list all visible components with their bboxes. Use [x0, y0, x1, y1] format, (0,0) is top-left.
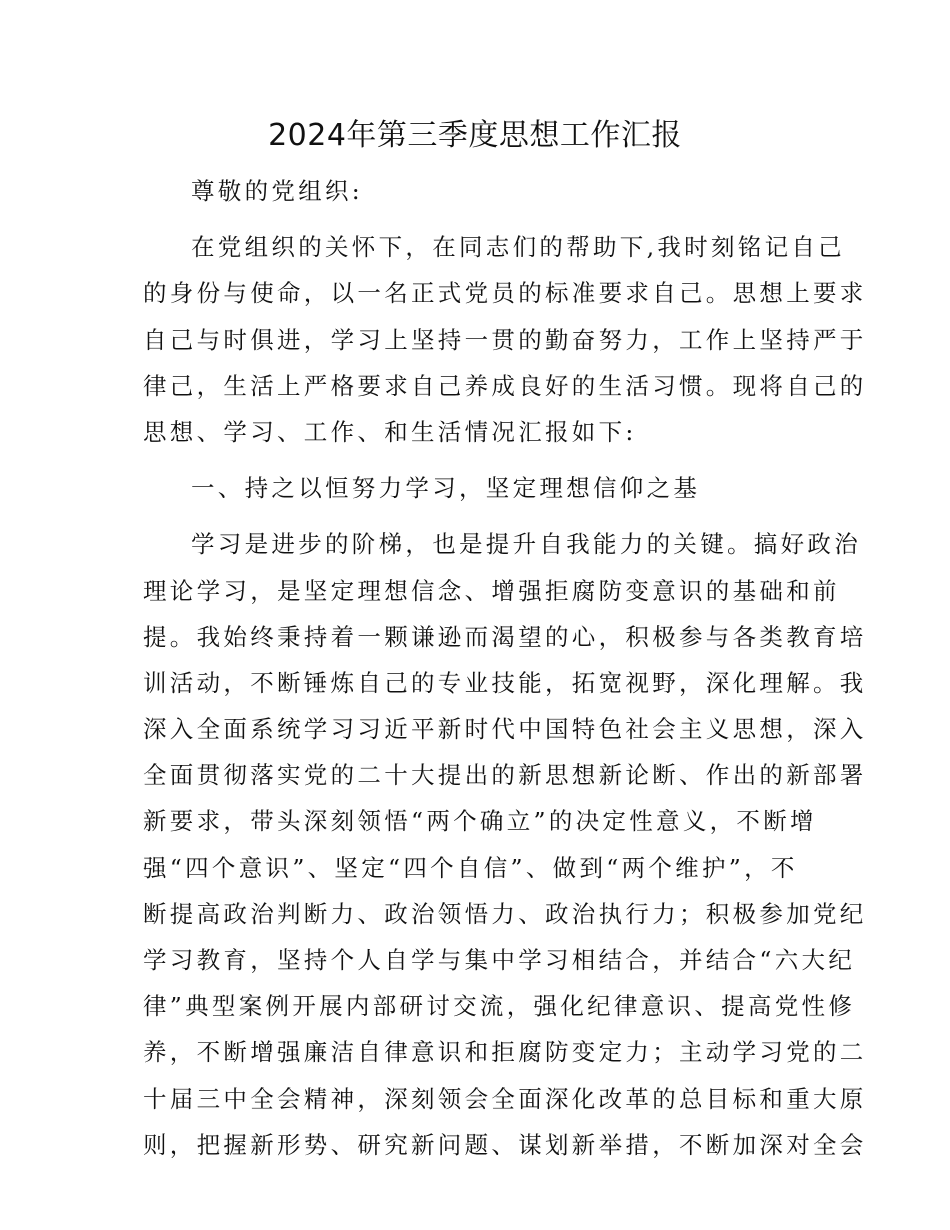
paragraph-line: 强“四个意识”、坚定“四个自信”、做到“两个维护”，不	[143, 853, 798, 882]
paragraph-line: 学习教育，坚持个人自学与集中学习相结合，并结合“六大纪	[143, 946, 856, 974]
document-body	[143, 168, 867, 1168]
paragraph-line: 律”典型案例开展内部研讨交流，强化纪律意识、提高党性修	[143, 992, 856, 1021]
paragraph-line: 自己与时俱进，学习上坚持一贯的勤奋努力，工作上坚持严于	[143, 325, 867, 354]
document-title: 2024年第三季度思想工作汇报	[268, 118, 682, 153]
intro-paragraph	[143, 224, 867, 455]
salutation: 尊敬的党组织:	[191, 177, 364, 205]
section-heading: 一、持之以恒努力学习，坚定理想信仰之基	[191, 474, 701, 503]
paragraph-line: 十届三中全会精神，深刻领会全面深化改革的总目标和重大原	[143, 1084, 867, 1113]
paragraph-line: 训活动，不断锤炼自己的专业技能，拓宽视野，深化理解。我	[143, 668, 867, 697]
paragraph-line: 在党组织的关怀下，在同志们的帮助下,我时刻铭记自己	[191, 233, 845, 262]
paragraph-line: 全面贯彻落实党的二十大提出的新思想新论断、作出的新部署	[143, 761, 867, 790]
section-paragraph	[143, 521, 867, 1168]
paragraph-line: 则，把握新形势、研究新问题、谋划新举措，不断加深对全会	[143, 1130, 867, 1159]
paragraph-line: 思想、学习、工作、和生活情况汇报如下:	[143, 417, 637, 446]
paragraph-line: 深入全面系统学习习近平新时代中国特色社会主义思想，深入	[143, 715, 867, 744]
paragraph-line: 新要求，带头深刻领悟“两个确立”的决定性意义，不断增	[143, 807, 817, 836]
paragraph-line: 的身份与使命，以一名正式党员的标准要求自己。思想上要求	[143, 279, 867, 308]
paragraph-line: 律己，生活上严格要求自己养成良好的生活习惯。现将自己的	[143, 371, 867, 400]
paragraph-line: 理论学习，是坚定理想信念、增强拒腐防变意识的基础和前	[143, 576, 840, 605]
paragraph-line: 养，不断增强廉洁自律意识和拒腐防变定力；主动学习党的二	[143, 1038, 867, 1067]
paragraph-line: 学习是进步的阶梯，也是提升自我能力的关键。搞好政治	[191, 530, 861, 559]
paragraph-line: 提。我始终秉持着一颗谦逊而渴望的心，积极参与各类教育培	[143, 622, 867, 651]
paragraph-line: 断提高政治判断力、政治领悟力、政治执行力；积极参加党纪	[143, 899, 867, 928]
